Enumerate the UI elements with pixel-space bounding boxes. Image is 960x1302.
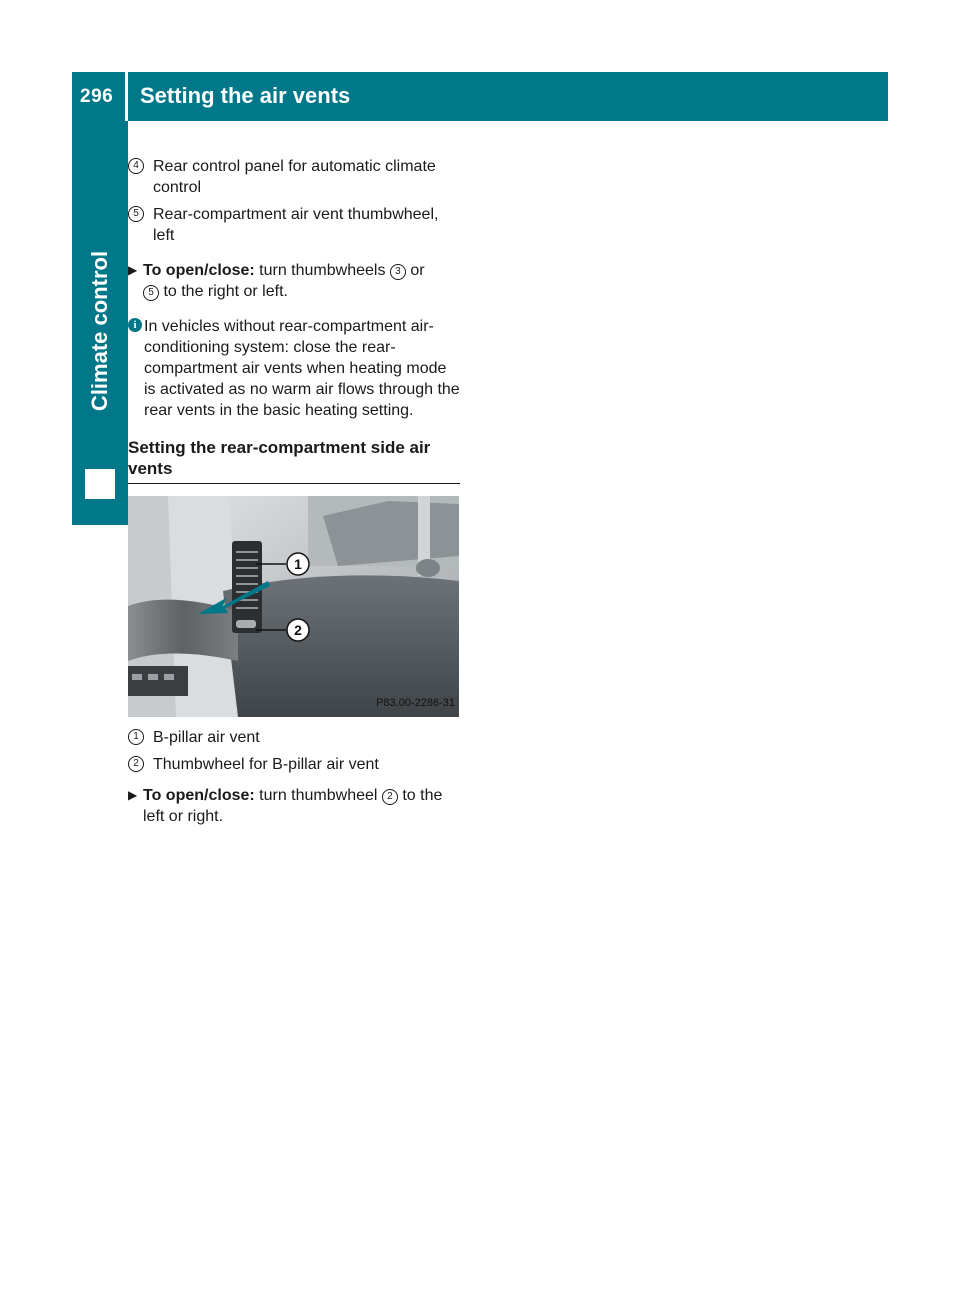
info-icon: i [128, 318, 142, 332]
b-pillar-vent-illustration [128, 496, 459, 717]
list-item-text: B-pillar air vent [153, 729, 260, 746]
note-text: In vehicles without rear-compartment air-conditioning system: close the rear-compartment air vents when heating mode is activated as no warm air flows through the rear vents in the basic heating setting. [144, 318, 460, 419]
step-text: or [405, 262, 425, 279]
page-title: Setting the air vents [140, 83, 351, 108]
instruction-step [128, 260, 460, 302]
callout-2: 2 [294, 622, 302, 638]
list-item [128, 727, 460, 748]
section-heading: Setting the rear-compartment side air vents [128, 437, 460, 484]
list-item [128, 204, 460, 246]
list-item-text: Rear control panel for automatic climate control [153, 158, 436, 196]
list-item [128, 754, 460, 775]
step-arrow-icon: ▶ [128, 788, 138, 802]
info-note [128, 316, 460, 421]
figure-code: P83.00-2286-31 [376, 697, 455, 709]
list-item [128, 156, 460, 198]
callout-number: 5 [128, 206, 144, 222]
callout-ref: 3 [390, 264, 406, 280]
chapter-marker [85, 469, 115, 499]
chapter-label: Climate control [87, 250, 112, 412]
step-text: turn thumbwheels [254, 262, 390, 279]
header-divider [125, 72, 128, 121]
callout-number: 4 [128, 158, 144, 174]
content-column [128, 156, 460, 841]
step-text: to the left or right. [143, 787, 443, 825]
callout-1: 1 [294, 556, 302, 572]
callout-ref: 2 [382, 789, 398, 805]
page-header [72, 72, 888, 121]
page-number: 296 [80, 86, 114, 107]
callout-number: 1 [128, 729, 144, 745]
instruction-step [128, 785, 460, 827]
callout-ref: 5 [143, 285, 159, 301]
callout-number: 2 [128, 756, 144, 772]
step-lead: To open/close: [143, 262, 255, 279]
step-lead: To open/close: [143, 787, 255, 804]
step-text: turn thumbwheel [254, 787, 382, 804]
vent-photo [128, 496, 459, 717]
step-arrow-icon: ▶ [128, 263, 138, 277]
list-item-text: Rear-compartment air vent thumbwheel, left [153, 206, 439, 244]
list-item-text: Thumbwheel for B-pillar air vent [153, 756, 379, 773]
step-text: to the right or left. [159, 283, 288, 300]
chapter-tab [72, 121, 128, 525]
